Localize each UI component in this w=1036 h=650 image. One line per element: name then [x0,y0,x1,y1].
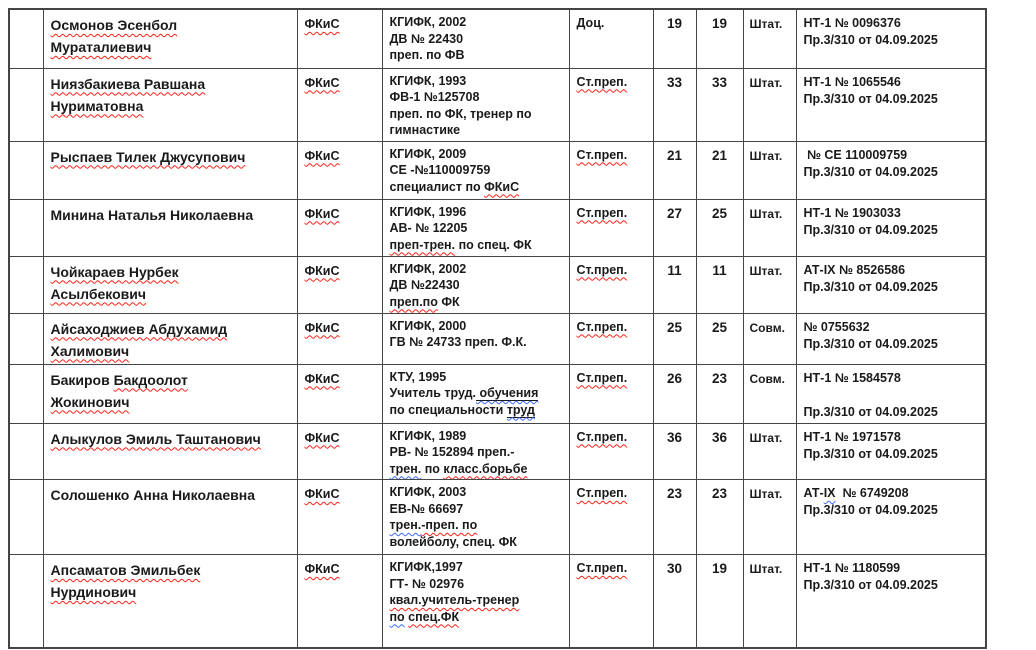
education-cell [382,141,569,199]
name-cell [43,555,297,648]
text-line [51,581,293,603]
text-line [51,283,293,305]
certificate-cell [796,68,986,141]
text-line [51,73,293,95]
text-line [804,262,982,279]
text-line [51,146,293,168]
education-cell [382,555,569,648]
text-segment: Пр.3/310 от 04.09.2025 [803,578,938,592]
table-row [9,9,986,68]
experience-total-cell: 23 [653,480,696,555]
employment-type-cell: Штат. [743,68,796,141]
text-line [305,558,378,577]
experience-special-cell: 21 [696,141,743,199]
position-cell [569,480,653,555]
position-cell [569,423,653,480]
experience-total-cell: 11 [653,256,696,313]
text-line [390,501,565,518]
education-cell [382,199,569,256]
department-cell [297,480,382,555]
employment-type-cell: Совм. [743,364,796,423]
text-line [577,16,649,30]
text-line [577,263,649,277]
text-segment: Осмонов Эсенбол [50,17,178,33]
text-segment: КГИФК,1997 [389,560,463,574]
text-segment: ФКиС [304,263,340,278]
text-segment: Пр.3/310 от 04.09.2025 [803,33,938,47]
text-line [577,75,649,89]
certificate-cell [796,199,986,256]
text-segment: Ниязбакиева Равшана [50,75,206,92]
text-line [804,502,982,519]
employment-type-cell: Штат. [743,256,796,313]
department-cell [297,9,382,68]
education-cell [382,9,569,68]
row-number-cell [9,423,43,480]
text-line [804,319,982,336]
experience-total-cell: 26 [653,364,696,423]
text-segment: спец.ФК [408,609,460,624]
text-line [390,14,565,31]
experience-special-cell: 33 [696,68,743,141]
table-row [9,313,986,364]
row-number-cell [9,9,43,68]
text-line [390,609,565,626]
position-cell [569,141,653,199]
text-line [804,560,982,577]
employment-type-cell: Штат. [743,555,796,648]
text-line [305,13,378,32]
table-row [9,68,986,141]
experience-total-cell: 21 [653,141,696,199]
experience-special-cell: 19 [696,555,743,648]
text-segment: ФКиС [304,371,340,386]
text-line [390,385,565,402]
name-cell [43,68,297,141]
text-segment: преп.по [389,294,438,309]
text-segment: по спец. ФК [455,237,532,252]
text-segment: IX [823,486,836,500]
text-segment: Солошенко Анна Николаевна [50,487,256,503]
text-segment: ФВ-1 №125708 [389,90,480,104]
text-line [390,122,565,139]
certificate-cell [796,313,986,364]
text-line [804,577,982,594]
text-segment: Доц. [576,16,605,30]
text-line [390,89,565,106]
text-line [51,484,293,506]
text-line [390,47,565,64]
table-body [9,9,986,648]
text-segment: -преп. по [421,518,478,532]
text-line [390,146,565,163]
text-segment: Пр.3/310 от 04.09.2025 [803,336,938,351]
text-segment: Ст.преп. [576,370,628,385]
text-segment: РВ- № 152894 преп.- [389,445,515,459]
experience-total-cell: 19 [653,9,696,68]
text-segment: СЕ -№110009759 [389,163,491,177]
text-line [390,318,565,335]
department-cell [297,364,382,423]
text-line [51,428,293,450]
table-row [9,141,986,199]
text-line [804,336,982,353]
text-segment: АВ- № 12205 [389,221,468,235]
text-line [804,15,982,32]
text-segment: ФКиС [304,562,340,576]
text-line [51,204,293,226]
department-cell [297,199,382,256]
name-cell [43,423,297,480]
text-segment: КГИФК, 2002 [389,15,467,29]
certificate-cell [796,9,986,68]
text-line [390,428,565,445]
text-segment: ГТ- № 02976 [389,576,465,591]
name-cell [43,313,297,364]
text-segment: ФКиС [304,75,340,90]
text-segment: Учитель труд. [389,386,477,400]
text-segment: Халимович [50,342,130,359]
text-line [804,279,982,296]
text-segment: Пр.3/310 от 04.09.2025 [803,164,938,179]
row-number-cell [9,480,43,555]
text-segment: Бакиров [50,371,114,388]
employment-type-cell: Штат. [743,9,796,68]
staff-table [8,8,987,649]
text-line [804,404,982,421]
text-segment: специалист по [389,179,485,194]
text-segment: Асылбекович [50,285,147,302]
experience-special-cell: 25 [696,313,743,364]
text-segment: по [389,609,405,624]
education-cell [382,68,569,141]
text-segment: обучения [476,386,539,400]
position-cell [569,9,653,68]
text-line [51,369,293,391]
text-segment: Нуриматовна [50,97,144,114]
text-segment: волейболу, спец. ФК [389,534,517,549]
text-line [51,95,293,117]
table-row [9,256,986,313]
position-cell [569,199,653,256]
text-segment: Ст.преп. [576,205,628,220]
education-cell [382,423,569,480]
position-cell [569,555,653,648]
text-segment: Мураталиевич [50,39,152,55]
text-segment: Минина Наталья Николаевна [50,206,254,223]
text-segment: Нурдинович [50,584,137,600]
text-segment: ФК [437,294,460,309]
text-line [804,429,982,446]
text-line [390,204,565,221]
text-line [804,32,982,49]
experience-special-cell: 25 [696,199,743,256]
education-cell [382,313,569,364]
table-row [9,423,986,480]
text-segment: по [421,461,444,476]
text-segment: КГИФК, 1996 [389,204,467,219]
text-segment: № СЕ 110009759 [803,147,908,162]
text-segment: ЕВ-№ 66697 [389,501,464,516]
text-line [390,277,565,294]
name-cell [43,480,297,555]
text-line [390,369,565,386]
table-row [9,555,986,648]
text-segment: № 6749208 [835,486,909,500]
text-segment: Алыкулов Эмиль Таштанович [50,430,261,447]
text-line [804,147,982,164]
text-segment: Пр.3/310 от 04.09.2025 [803,91,938,106]
text-segment: КГИФК, 2003 [389,485,467,499]
text-line [390,576,565,593]
employment-type-cell: Штат. [743,423,796,480]
text-segment: Пр.3/310 от 04.09.2025 [803,446,938,461]
department-cell [297,141,382,199]
certificate-cell [796,364,986,423]
text-line [804,164,982,181]
experience-total-cell: 36 [653,423,696,480]
row-number-cell [9,199,43,256]
text-line [390,402,565,419]
name-cell [43,141,297,199]
text-line [390,461,565,478]
text-segment: Айсаходжиев Абдухамид [50,320,228,337]
text-line [390,31,565,48]
text-line [390,220,565,237]
certificate-cell [796,555,986,648]
row-number-cell [9,256,43,313]
text-segment: НТ-1 № 1903033 [803,205,901,220]
text-line [305,145,378,164]
text-segment: Пр.3/310 от 04.09.2025 [803,279,938,294]
text-segment: ФКиС [304,320,340,335]
text-segment: Ст.преп. [576,74,628,89]
text-segment: ДВ №22430 [389,278,460,292]
text-segment: НТ-1 № 1971578 [803,429,901,444]
text-segment: ФКиС [484,179,520,194]
table-row [9,480,986,555]
position-cell [569,364,653,423]
text-segment: Бакдоолот [113,371,188,388]
row-number-cell [9,555,43,648]
department-cell [297,313,382,364]
text-line [390,261,565,278]
text-segment: по специальности [389,402,507,417]
text-line [577,486,649,500]
text-segment: Ст.преп. [576,319,628,334]
text-line [577,148,649,162]
position-cell [569,256,653,313]
department-cell [297,423,382,480]
text-line [51,36,293,58]
text-line [390,294,565,311]
text-segment: Ст.преп. [576,147,628,162]
text-segment: Ст.преп. [576,429,628,444]
certificate-cell [796,256,986,313]
text-line [390,162,565,179]
text-segment: КГИФК, 2009 [389,146,467,161]
text-segment: КГИФК, 1989 [389,428,467,443]
education-cell [382,480,569,555]
text-line [390,334,565,351]
text-line [577,371,649,385]
text-line [390,179,565,196]
text-line [577,206,649,220]
text-segment: ФКиС [304,487,340,501]
experience-total-cell: 33 [653,68,696,141]
text-segment: ФКиС [304,148,340,163]
text-segment: ФКиС [304,430,340,445]
row-number-cell [9,313,43,364]
employment-type-cell: Штат. [743,199,796,256]
text-line [390,73,565,90]
name-cell [43,256,297,313]
text-line [305,483,378,502]
text-line [804,446,982,463]
row-number-cell [9,141,43,199]
text-line [51,261,293,283]
text-line [305,72,378,91]
text-segment: № 0755632 [803,319,870,334]
text-segment: трен. [389,518,422,532]
text-line [305,368,378,387]
text-segment: Ст.преп. [576,262,628,277]
text-line [804,205,982,222]
text-segment: класс.борьбе [443,461,528,476]
text-segment: КГИФК, 2000 [389,318,467,333]
text-segment: труд [506,402,535,417]
employment-type-cell: Совм. [743,313,796,364]
text-line [804,222,982,239]
text-segment: преп. по ФВ [389,48,465,62]
text-segment: Ст.преп. [576,561,628,575]
text-segment: гимнастике [389,123,461,137]
text-line [804,370,982,387]
text-line [390,237,565,254]
name-cell [43,199,297,256]
text-line [51,14,293,36]
text-line [305,427,378,446]
text-line [390,517,565,534]
department-cell [297,555,382,648]
experience-total-cell: 30 [653,555,696,648]
education-cell [382,364,569,423]
text-segment: трен. [389,461,422,476]
text-line [390,484,565,501]
text-line [51,391,293,413]
experience-special-cell: 19 [696,9,743,68]
text-segment: Чойкараев Нурбек [50,263,179,280]
employment-type-cell: Штат. [743,141,796,199]
text-segment: НТ-1 № 0096376 [803,16,901,30]
name-cell [43,364,297,423]
text-segment: НТ-1 № 1065546 [803,74,901,89]
text-segment: Жокинович [50,393,130,410]
experience-special-cell: 36 [696,423,743,480]
text-segment: НТ-1 № 1584578 [803,370,901,385]
text-line [305,317,378,336]
text-segment: КТУ, 1995 [389,369,447,384]
text-segment: АТ- [803,486,824,500]
text-segment: Ст.преп. [576,486,628,500]
text-segment: Пр.3/310 от 04.09.2025 [803,503,938,517]
certificate-cell [796,423,986,480]
experience-special-cell: 23 [696,364,743,423]
certificate-cell [796,141,986,199]
text-line [51,340,293,362]
education-cell [382,256,569,313]
certificate-cell [796,480,986,555]
experience-total-cell: 25 [653,313,696,364]
text-segment: Рыспаев Тилек Джусупович [50,148,246,165]
text-line [51,318,293,340]
text-segment: ДВ № 22430 [389,31,464,46]
row-number-cell [9,68,43,141]
text-segment: ФКиС [304,17,340,31]
text-line [305,260,378,279]
table-row [9,199,986,256]
position-cell [569,68,653,141]
text-line [390,592,565,609]
text-segment: НТ-1 № 1180599 [803,561,901,575]
text-line [51,559,293,581]
text-line [804,485,982,502]
position-cell [569,313,653,364]
text-segment: ФКиС [304,206,340,221]
name-cell [43,9,297,68]
text-segment: ГВ № 24733 преп. Ф.К. [389,335,527,349]
experience-special-cell: 23 [696,480,743,555]
text-segment: преп. по ФК, тренер по [389,106,532,121]
text-line [577,561,649,575]
text-line [804,387,982,404]
text-segment: преп-трен. [389,237,456,252]
text-line [577,320,649,334]
experience-total-cell: 27 [653,199,696,256]
department-cell [297,68,382,141]
text-line [804,91,982,108]
row-number-cell [9,364,43,423]
text-segment: КГИФК, 2002 [389,261,467,276]
text-segment: Пр.3/310 от 04.09.2025 [803,222,938,237]
text-line [804,74,982,91]
text-line [390,534,565,551]
text-line [305,203,378,222]
text-segment: квал.учитель-тренер [389,593,520,607]
experience-special-cell: 11 [696,256,743,313]
text-segment: КГИФК, 1993 [389,73,467,88]
text-line [390,106,565,123]
text-segment: АТ-IX № 8526586 [803,262,906,277]
table-row [9,364,986,423]
text-line [577,430,649,444]
department-cell [297,256,382,313]
text-segment: Апсаматов Эмильбек [50,562,201,578]
employment-type-cell: Штат. [743,480,796,555]
text-line [390,559,565,576]
text-segment: Пр.3/310 от 04.09.2025 [803,404,938,419]
text-line [390,444,565,461]
